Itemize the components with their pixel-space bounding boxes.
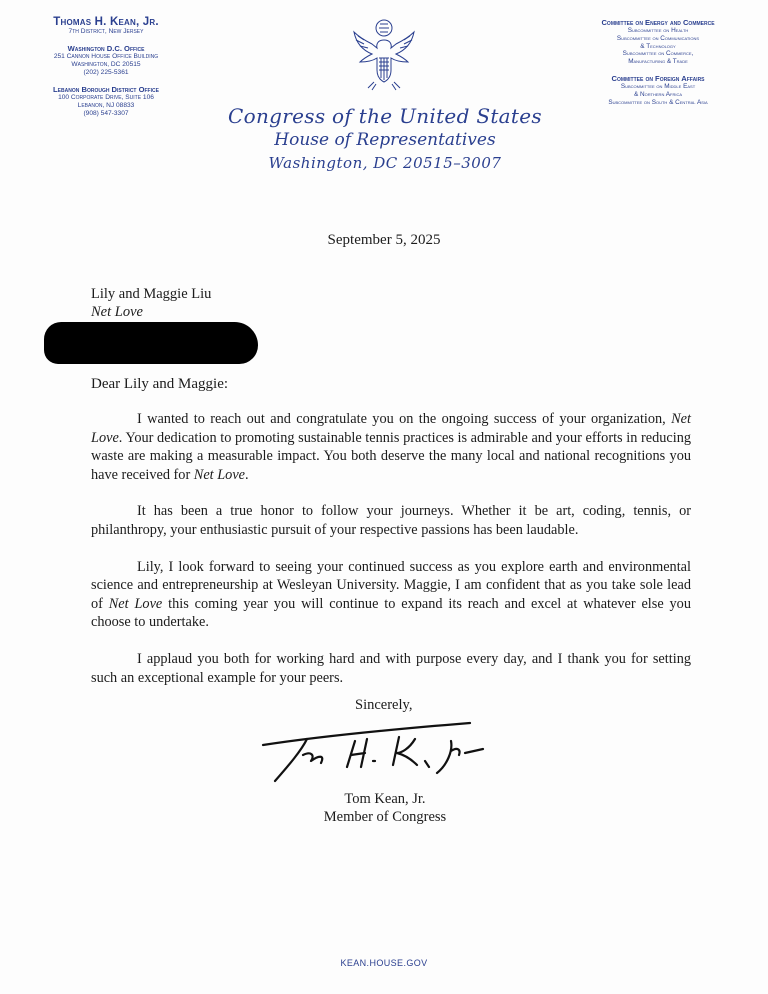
salutation: Dear Lily and Maggie:	[91, 376, 229, 392]
paragraph: I applaud you both for working hard and with purpose every day, and I thank you for setting such an exceptional example for your peers.	[91, 650, 691, 686]
dc-office-line: 251 Cannon House Office Building	[53, 53, 159, 60]
committee-info	[568, 18, 748, 106]
committee-title: Committee on Energy and Commerce	[601, 18, 715, 27]
dc-office-line: Washington, DC 20515	[71, 61, 141, 68]
recipient-name: Lily and Maggie Liu	[91, 286, 212, 302]
subcommittee: & Technology	[640, 42, 676, 50]
subcommittee: Subcommittee on Communications	[616, 34, 700, 42]
subcommittee: Subcommittee on Health	[627, 27, 689, 34]
masthead	[210, 104, 560, 172]
district: 7th District, New Jersey	[68, 28, 144, 35]
paragraph: I wanted to reach out and congratulate you on the ongoing success of your organization, Net Love. Your dedication to promoting sustainable tennis practices is admirable and your efforts in reducing waste are making a measurable impact. You both deserve the many local and national recognitions you have received for Net Love.	[91, 411, 691, 483]
paragraph: Lily, I look forward to seeing your continued success as you explore earth and environmental science and entrepreneurship at Wesleyan University. Maggie, I am confident that as you take sole lead of Net Love this coming year you will continue to expand its reach and excel at whatever else you choose to undertake.	[91, 558, 691, 631]
letter-date: September 5, 2025	[327, 232, 441, 248]
footer-url: KEAN.HOUSE.GOV	[340, 958, 428, 968]
member-name: Thomas H. Kean, Jr.	[53, 16, 159, 28]
redaction-mark	[44, 322, 258, 364]
committee-title: Committee on Foreign Affairs	[611, 73, 705, 83]
district-office-line: (908) 547-3307	[83, 110, 129, 117]
signer-block	[300, 790, 470, 826]
district-office-line: Lebanon, NJ 08833	[77, 102, 135, 109]
subcommittee: Subcommittee on Middle East	[620, 82, 696, 90]
recipient-org: Net Love	[91, 304, 143, 320]
subcommittee: Manufacturing & Trade	[628, 58, 688, 66]
eagle-seal-icon	[350, 18, 418, 94]
district-office-title: Lebanon Borough District Office	[53, 85, 159, 94]
recipient-block	[91, 285, 211, 321]
member-info	[18, 16, 194, 118]
signer-title: Member of Congress	[323, 809, 447, 825]
closing: Sincerely,	[355, 697, 413, 713]
paragraph: It has been a true honor to follow your journeys. Whether it be art, coding, tennis, or philanthropy, your enthusiastic pursuit of your respective passions has been laudable.	[91, 503, 691, 538]
dc-office-line: (202) 225-5361	[83, 69, 129, 76]
signature	[255, 715, 515, 787]
masthead-house: House of Representatives	[274, 130, 496, 150]
letter-body	[91, 410, 691, 705]
district-office-line: 100 Corporate Drive, Suite 106	[58, 94, 154, 101]
masthead-congress: Congress of the United States	[228, 104, 542, 128]
subcommittee: Subcommittee on Commerce,	[622, 50, 694, 58]
masthead-address: Washington, DC 20515–3007	[268, 154, 502, 172]
subcommittee: & Northern Africa	[633, 90, 683, 98]
signer-name: Tom Kean, Jr.	[344, 791, 426, 807]
subcommittee: Subcommittee on South & Central Asia	[608, 98, 708, 106]
dc-office-title: Washington D.C. Office	[67, 44, 145, 53]
